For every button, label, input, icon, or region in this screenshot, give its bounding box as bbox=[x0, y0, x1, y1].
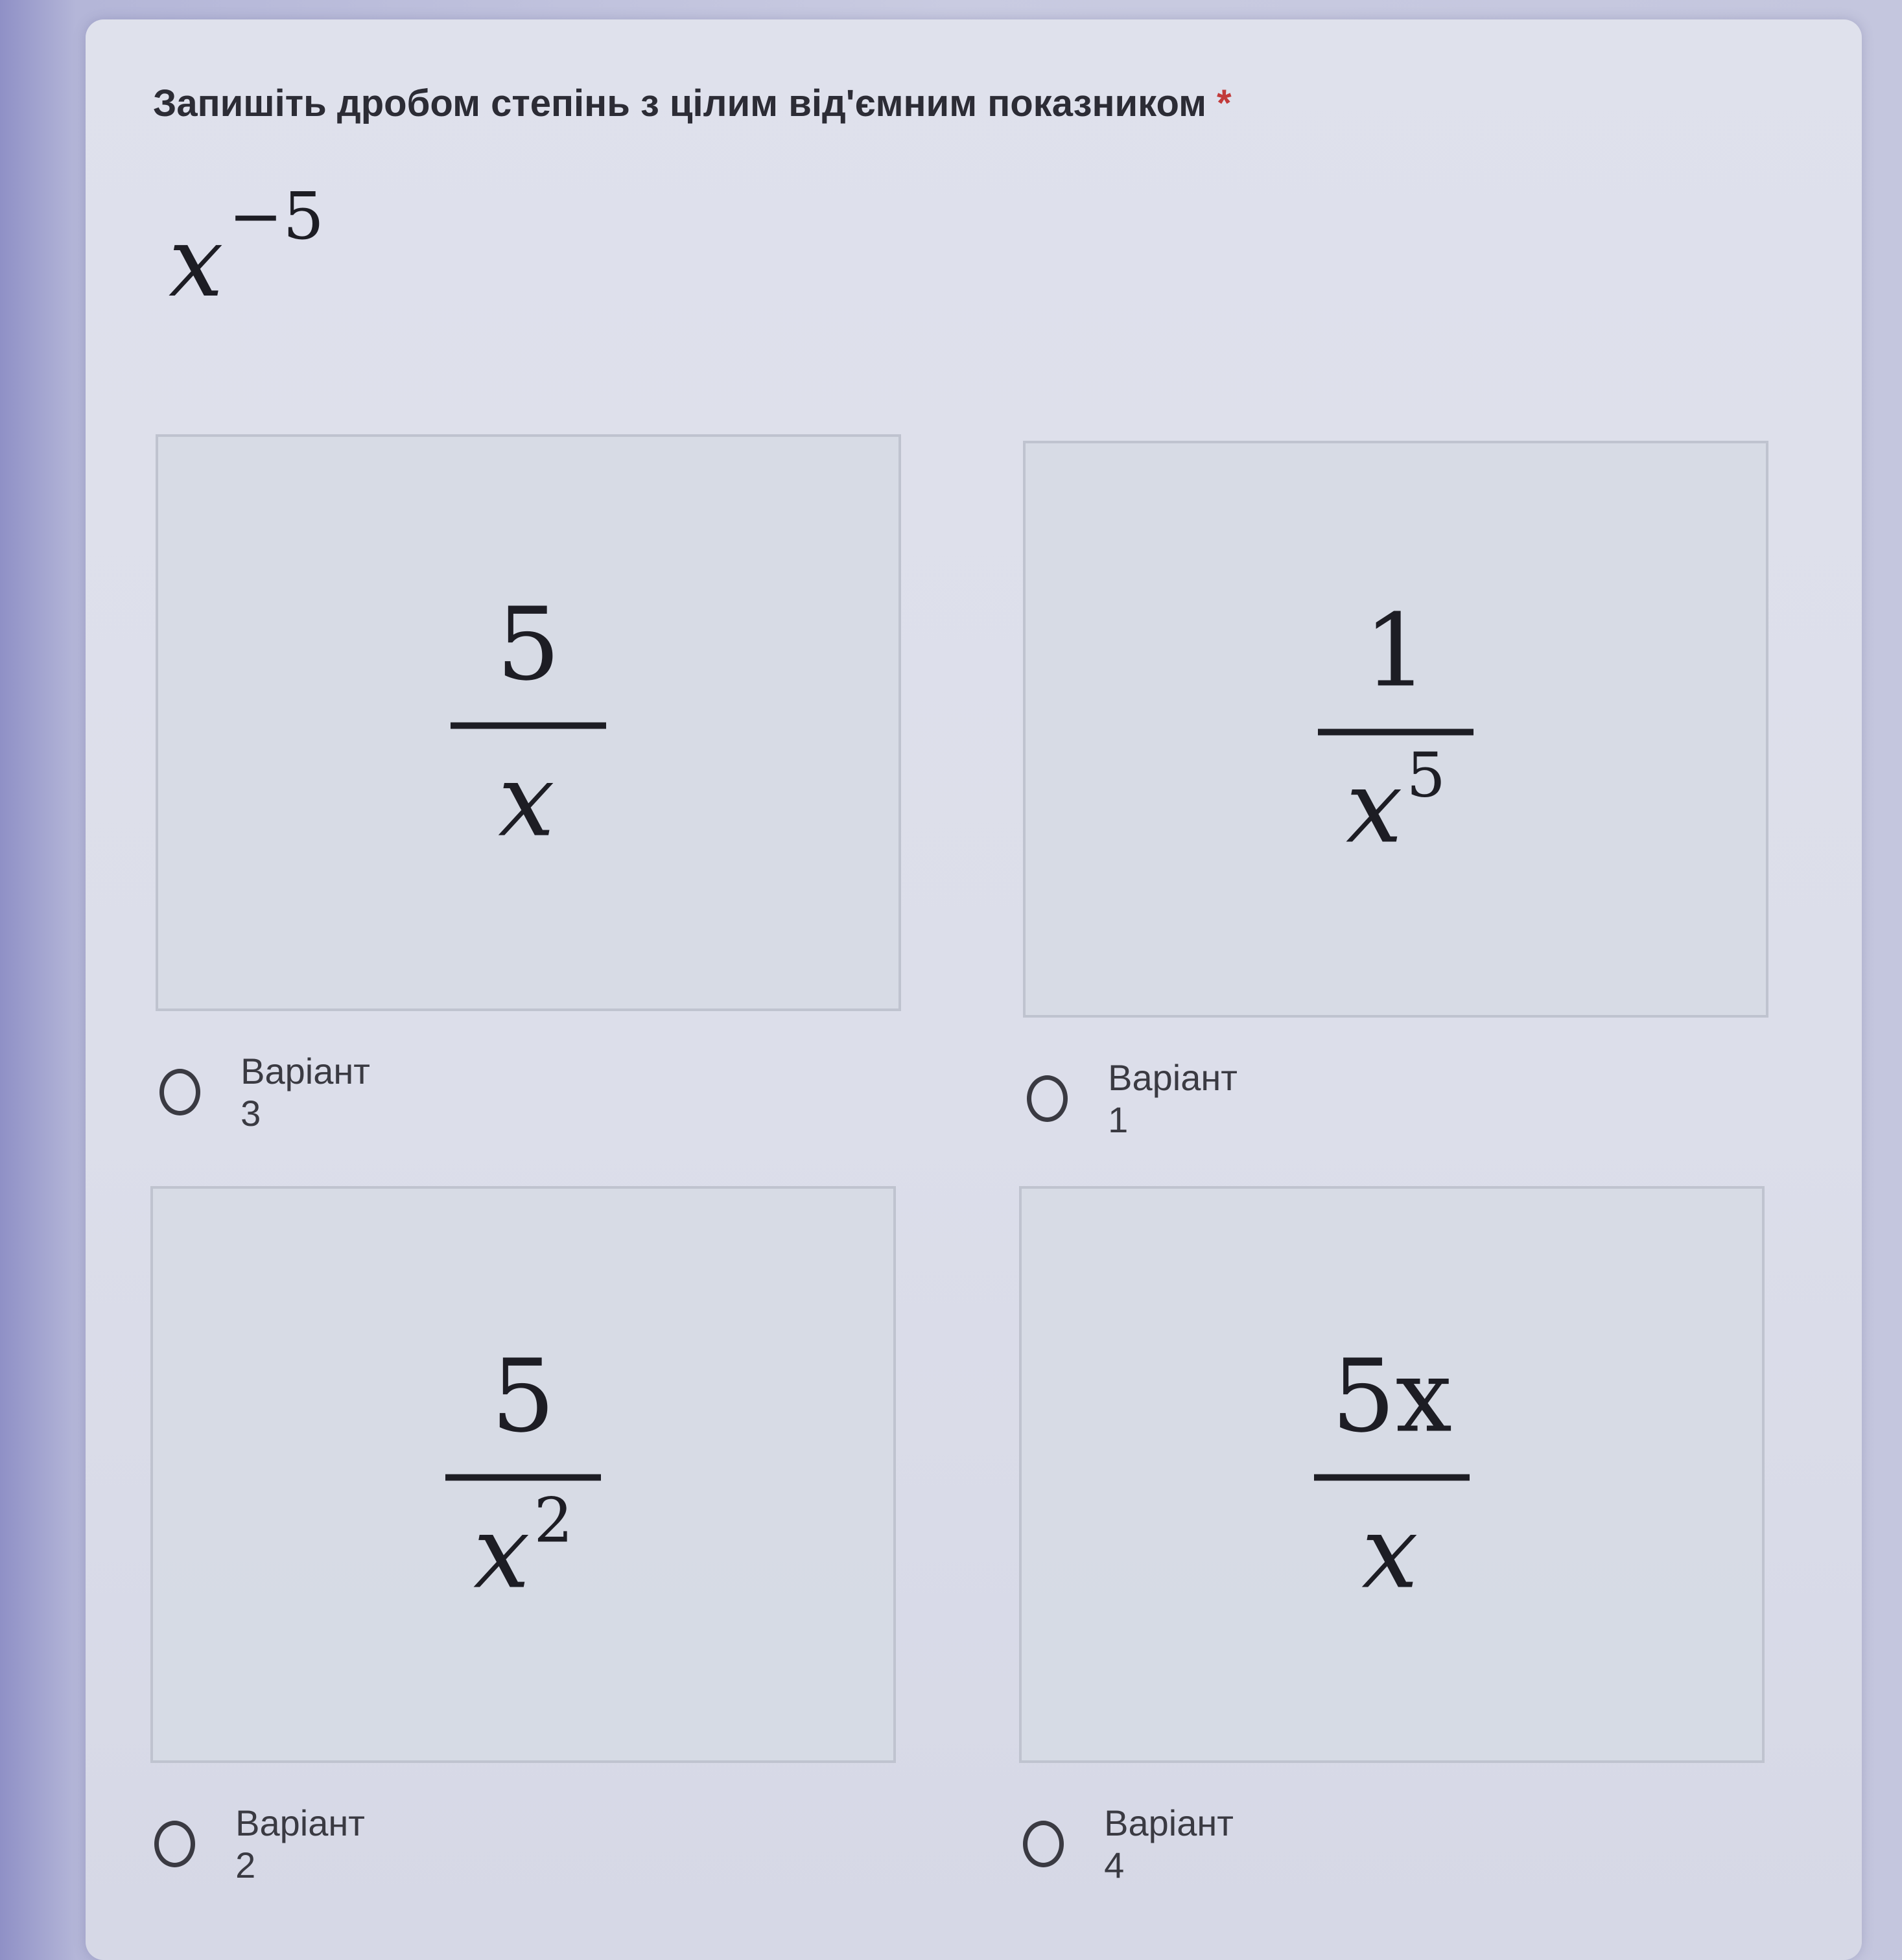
denominator-base: x bbox=[1346, 748, 1403, 865]
option-label[interactable]: Варіант 4 bbox=[1104, 1802, 1234, 1885]
fraction bbox=[1318, 592, 1473, 865]
denominator-exponent: 2 bbox=[534, 1485, 573, 1556]
option-label[interactable]: Варіант 3 bbox=[241, 1051, 370, 1134]
fraction-numerator: 5x bbox=[1331, 1337, 1453, 1455]
fraction-bar bbox=[451, 722, 606, 729]
radio-unchecked-icon[interactable] bbox=[1023, 1821, 1064, 1867]
radio-option-variant-2[interactable] bbox=[154, 1802, 371, 1886]
fraction-denominator bbox=[473, 1485, 573, 1611]
option-image bbox=[1019, 1186, 1765, 1763]
option-image bbox=[150, 1186, 896, 1763]
radio-option-variant-3[interactable] bbox=[159, 1050, 376, 1134]
fraction-denominator bbox=[498, 741, 558, 859]
fraction-bar bbox=[445, 1474, 601, 1480]
fraction-numerator: 5 bbox=[491, 1337, 556, 1455]
fraction-numerator: 5 bbox=[496, 585, 561, 703]
fraction-denominator bbox=[1361, 1493, 1422, 1611]
fraction bbox=[445, 1337, 601, 1611]
option-label[interactable]: Варіант 2 bbox=[235, 1802, 365, 1885]
fraction-denominator bbox=[1346, 740, 1446, 865]
question-card bbox=[86, 19, 1862, 1960]
option-label[interactable]: Варіант 1 bbox=[1108, 1057, 1238, 1140]
option-image bbox=[156, 434, 901, 1011]
question-title bbox=[153, 82, 1232, 125]
radio-option-variant-4[interactable] bbox=[1023, 1802, 1239, 1886]
denominator-base: x bbox=[498, 741, 555, 859]
required-marker: * bbox=[1217, 82, 1232, 124]
radio-unchecked-icon[interactable] bbox=[159, 1069, 200, 1115]
radio-option-variant-1[interactable] bbox=[1027, 1056, 1243, 1141]
fraction bbox=[1314, 1337, 1470, 1611]
expression-base: x bbox=[169, 206, 224, 319]
question-expression bbox=[169, 178, 325, 319]
expression-exponent: −5 bbox=[228, 178, 325, 254]
fraction-numerator: 1 bbox=[1363, 592, 1428, 710]
radio-unchecked-icon[interactable] bbox=[154, 1821, 195, 1867]
denominator-exponent: 5 bbox=[1406, 740, 1446, 811]
denominator-base: x bbox=[1361, 1493, 1418, 1611]
fraction bbox=[451, 585, 606, 859]
option-image bbox=[1023, 441, 1768, 1018]
radio-unchecked-icon[interactable] bbox=[1027, 1075, 1068, 1122]
fraction-bar bbox=[1318, 729, 1473, 735]
fraction-bar bbox=[1314, 1474, 1470, 1480]
denominator-base: x bbox=[473, 1493, 530, 1611]
question-title-text: Запишіть дробом степінь з цілим від'ємним показником bbox=[153, 82, 1207, 124]
